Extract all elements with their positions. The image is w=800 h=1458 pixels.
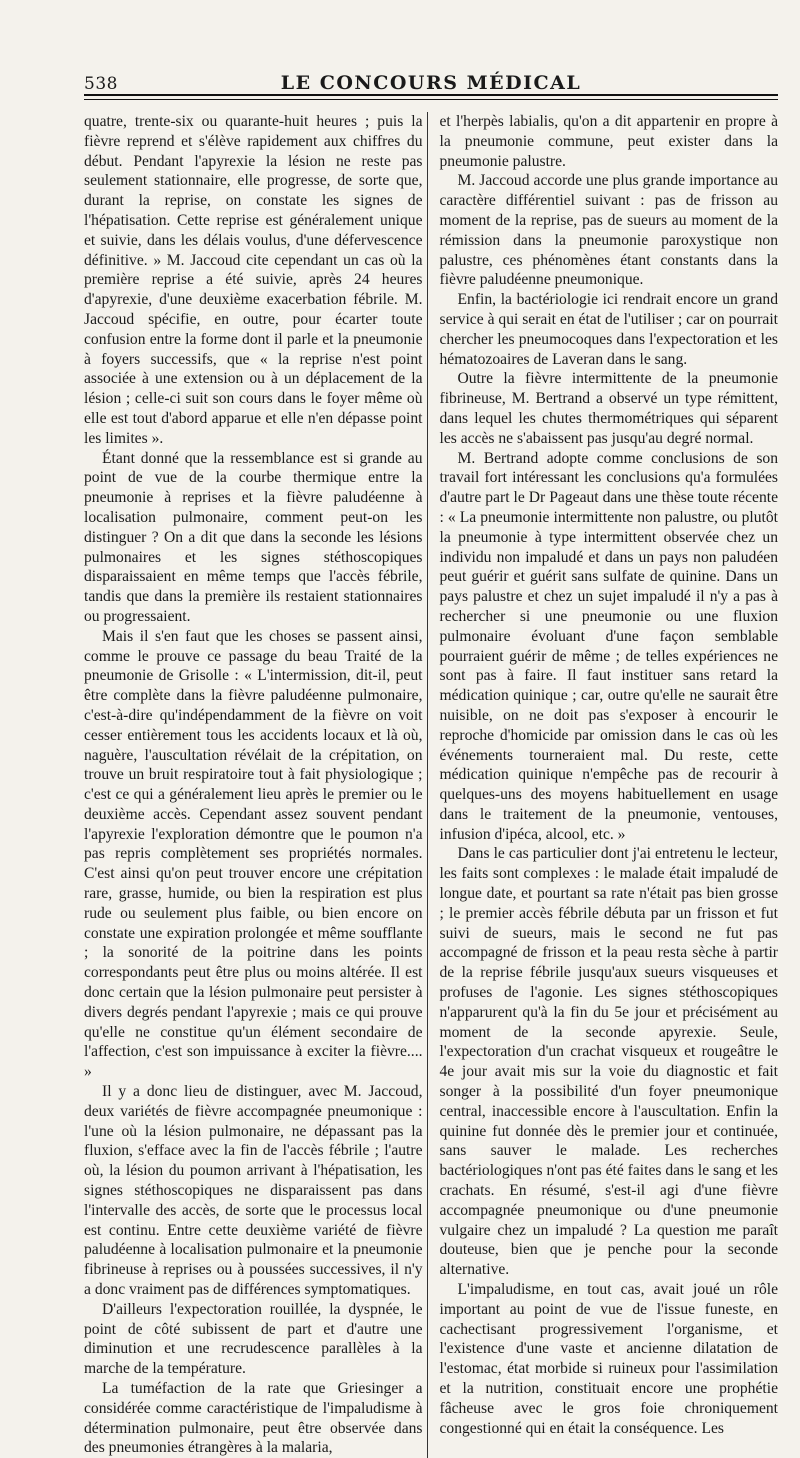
- paragraph: M. Jaccoud accorde une plus grande importance au caractère différentiel suivant : pas de frisson au moment de la reprise, pas de sueurs au moment de la rémission dans la pneumonie paroxystique non palustre, ces phénomènes étant constants dans la fièvre paludéenne pneumonique.: [439, 172, 778, 289]
- page-number: 538: [84, 74, 118, 94]
- running-header: [84, 64, 778, 96]
- paragraph: Outre la fièvre intermittente de la pneumonie fibrineuse, M. Bertrand a observé un type rémittent, dans lequel les chutes thermométriques qui séparent les accès ne s'abaissent pas jusqu'au degré normal.: [439, 370, 778, 447]
- right-column: [440, 112, 779, 1458]
- text-columns: [84, 112, 778, 1458]
- paragraph: La tuméfaction de la rate que Griesinger a considérée comme caractéristique de l'impaludisme à détermination pulmonaire, peut être observée dans des pneumonies étrangères à la malaria,: [84, 1380, 423, 1457]
- left-column: [84, 112, 428, 1458]
- paragraph: Il y a donc lieu de distinguer, avec M. Jaccoud, deux variétés de fièvre accompagnée pneumonique : l'une où la lésion pulmonaire, ne dépassant pas la fluxion, s'efface avec la fin de l'accès fébrile ; l'autre où, la lésion du poumon arrivant à l'hépatisation, les signes stéthoscopiques ne disparaissent pas dans l'intervalle des accès, de sorte que le processus local est continu. Entre cette deuxième variété de fièvre paludéenne à localisation pulmonaire et la pneumonie fibrineuse à reprises ou à poussées successives, il n'y a donc vraiment pas de différences symptomatiques.: [84, 1083, 423, 1299]
- paragraph: et l'herpès labialis, qu'on a dit appartenir en propre à la pneumonie commune, peut exister dans la pneumonie palustre.: [439, 113, 778, 170]
- paragraph: L'impaludisme, en tout cas, avait joué un rôle important au point de vue de l'issue funeste, en cachectisant progressivement l'organisme, et l'existence d'une vaste et ancienne dilatation de l'estomac, état morbide si ruineux pour l'assimilation et la nutrition, constituait encore une prophétie fâcheuse avec le gros foie chroniquement congestionné qui en était la conséquence. Les: [439, 1281, 778, 1437]
- paragraph: Enfin, la bactériologie ici rendrait encore un grand service à qui serait en état de l'utiliser ; car on pourrait chercher les pneumocoques dans l'expectoration et les hématozoaires de Laveran dans le sang.: [439, 291, 778, 368]
- paragraph: Mais il s'en faut que les choses se passent ainsi, comme le prouve ce passage du beau Traité de la pneumonie de Grisolle : « L'intermission, dit-il, peut être complète dans la fièvre paludéenne pulmonaire, c'est-à-dire qu'indépendamment de la fièvre on voit cesser entièrement tous les accidents locaux et là où, naguère, l'auscultation révélait de la crépitation, on trouve un bruit respiratoire tout à fait physiologique ; c'est ce qui a généralement lieu après le premier ou le deuxième accès. Cependant assez souvent pendant l'apyrexie l'exploration démontre que le poumon n'a pas repris complètement ses propriétés normales. C'est ainsi qu'on peut trouver encore une crépitation rare, grasse, humide, ou bien la respiration est plus rude ou seulement plus faible, ou bien encore on constate une expiration prolongée et même soufflante ; la sonorité de la poitrine dans les points correspondants peut être plus ou moins altérée. Il est donc certain que la lésion pulmonaire peut persister à divers degrés pendant l'apyrexie ; mais ce qui prouve qu'elle ne constitue qu'un élément secondaire de l'affection, c'est son impuissance à exciter la fièvre.... »: [84, 627, 423, 1081]
- paragraph: quatre, trente-six ou quarante-huit heures ; puis la fièvre reprend et s'élève rapidement aux chiffres du début. Pendant l'apyrexie la lésion ne reste pas seulement stationnaire, elle progresse, de sorte que, durant la reprise, on constate les signes de l'hépatisation. Cette reprise est généralement unique et suivie, dans les délais voulus, d'une défervescence définitive. » M. Jaccoud cite cependant un cas où la première reprise a été suivie, après 24 heures d'apyrexie, d'une deuxième exacerbation fébrile. M. Jaccoud spécifie, en outre, pour écarter toute confusion entre la forme dont il parle et la pneumonie à foyers successifs, que « la reprise n'est point associée à une extension ou à un déplacement de la lésion ; celle-ci suit son cours dans le foyer même où elle est tout d'abord apparue et elle n'en dépasse point les limites ».: [84, 113, 423, 447]
- journal-title: LE CONCOURS MÉDICAL: [280, 72, 582, 94]
- paragraph: M. Bertrand adopte comme conclusions de son travail fort intéressant les conclusions qu'a formulées d'autre part le Dr Pageaut dans une thèse toute récente : « La pneumonie intermittente non palustre, ou plutôt la pneumonie à type intermittent observée chez un individu non impaludé et dans un pays non paludéen peut guérir et guérit sans sulfate de quinine. Dans un pays palustre et chez un sujet impaludé il n'y a pas à rechercher si une pneumonie ou une fluxion pulmonaire évoluant d'une façon semblable pourraient guérir de même ; de telles expériences ne sont pas à faire. Il faut instituer sans retard la médication quinique ; car, outre qu'elle ne saurait être nuisible, on ne doit pas s'exposer à encourir le reproche d'homicide par omission dans le cas où les événements tourneraient mal. Du reste, cette médication quinique n'empêche pas de recourir à quelques-uns des moyens habituellement en usage dans le traitement de la pneumonie, ventouses, infusion d'ipéca, alcool, etc. »: [439, 449, 778, 843]
- paragraph: Dans le cas particulier dont j'ai entretenu le lecteur, les faits sont complexes : le malade était impaludé de longue date, et pourtant sa rate n'était pas bien grosse ; le premier accès fébrile débuta par un frisson et fut suivi de sueurs, mais le second ne fut pas accompagné de frisson et la peau resta sèche à partir de la reprise fébrile jusqu'aux sueurs visqueuses et profuses de l'agonie. Les signes stéthoscopiques n'apparurent qu'à la fin du 5e jour et précisément au moment de la seconde apyrexie. Seule, l'expectoration d'un crachat visqueux et rougeâtre le 4e jour avait mis sur la voie du diagnostic et fait songer à la possibilité d'un foyer pneumonique central, inaccessible encore à l'auscultation. Enfin la quinine fut donnée dès le premier jour et continuée, sans sauver le malade. Les recherches bactériologiques n'ont pas été faites dans le sang et les crachats. En résumé, s'est-il agi d'une fièvre accompagnée pneumonique ou d'une pneumonie vulgaire chez un impaludé ? La question me paraît douteuse, bien que je penche pour la seconde alternative.: [439, 845, 778, 1279]
- paragraph: D'ailleurs l'expectoration rouillée, la dyspnée, le point de côté subissent de part et d'autre une diminution et une recrudescence parallèles à la marche de la température.: [84, 1300, 423, 1378]
- paragraph: Étant donné que la ressemblance est si grande au point de vue de la courbe thermique entre la pneumonie à reprises et la fièvre paludéenne à localisation pulmonaire, comment peut-on les distinguer ? On a dit que dans la seconde les lésions pulmonaires et les signes stéthoscopiques disparaissaient en même temps que l'accès fébrile, tandis que dans la première ils restaient stationnaires ou progressaient.: [84, 449, 423, 625]
